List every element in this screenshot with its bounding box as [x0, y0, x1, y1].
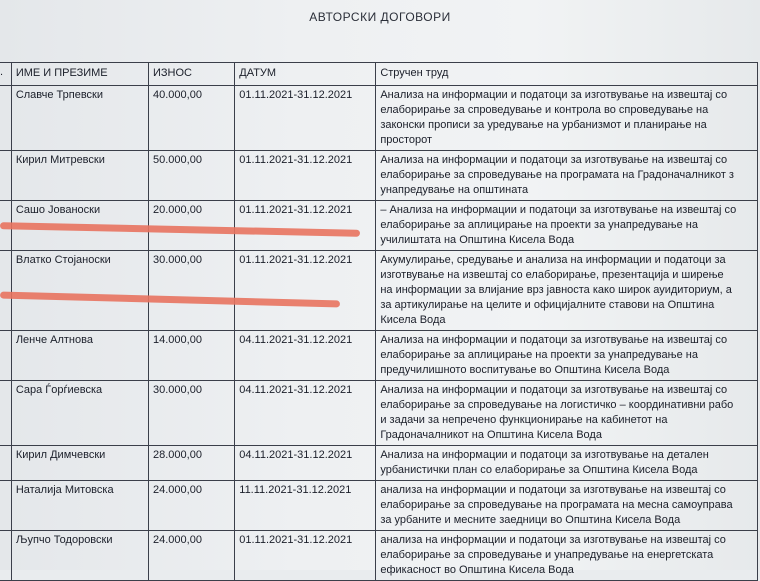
row-date: 01.11.2021-31.12.2021 — [235, 151, 376, 201]
row-amount: 24.000,00 — [149, 531, 235, 581]
row-date: 11.11.2021-31.12.2021 — [235, 481, 376, 531]
row-work: Анализа на информации и податоци за изготвување на извештај со елаборирање за спроведување и контрола во спроведување на законски прописи за уредување на урбанизмот и планирање на просторот — [376, 86, 758, 151]
row-num — [0, 531, 11, 581]
document-title: АВТОРСКИ ДОГОВОРИ — [309, 10, 451, 24]
row-work: Анализа на информации и податоци за изготвување на извештај со елаборирање за спроведување на програмата на Градоначалникот з унапредување на општината — [376, 151, 758, 201]
row-date: 04.11.2021-31.12.2021 — [235, 446, 376, 481]
header-name: ИМЕ И ПРЕЗИМЕ — [11, 63, 148, 86]
header-num: . — [0, 63, 11, 86]
row-name: Славче Трпевски — [11, 86, 148, 151]
table-header-row — [0, 63, 758, 86]
table-row — [0, 446, 758, 481]
table-row — [0, 151, 758, 201]
header-date: ДАТУМ — [235, 63, 376, 86]
row-num — [0, 86, 11, 151]
table-row — [0, 481, 758, 531]
table-row — [0, 381, 758, 446]
table-row — [0, 331, 758, 381]
row-work: Акумулирање, средување и анализа на информации и податоци за изготвување на извештај со елаборирање, презентација и ширење на информации за влијание врз јавноста како широк ауидиториум, а за артикулирање на целите и официјалните ставови на Општина Кисела Вода — [376, 251, 758, 331]
row-num — [0, 251, 11, 331]
row-date: 04.11.2021-31.12.2021 — [235, 381, 376, 446]
row-num — [0, 151, 11, 201]
row-date: 01.11.2021-31.12.2021 — [235, 251, 376, 331]
row-work: Анализа на информации и податоци за изготвување на извештај со елаборирање за аплицирање на проекти за унапредување на предучилишното воспитување во Општина Кисела Вода — [376, 331, 758, 381]
row-date: 01.11.2021-31.12.2021 — [235, 531, 376, 581]
row-name: Кирил Димчевски — [11, 446, 148, 481]
contracts-table — [0, 62, 758, 581]
row-name: Кирил Митревски — [11, 151, 148, 201]
row-work: анализа на информации и податоци за изготвување на извештај со елаборирање за спроведување на програмата на месна самоуправа за урбаните и месните заедници во Општина Кисела Вода — [376, 481, 758, 531]
row-amount: 30.000,00 — [149, 251, 235, 331]
row-amount: 24.000,00 — [149, 481, 235, 531]
header-amount: ИЗНОС — [149, 63, 235, 86]
row-amount: 50.000,00 — [149, 151, 235, 201]
row-name: Сара Ѓорѓиевска — [11, 381, 148, 446]
row-name: Сашо Јованоски — [11, 201, 148, 251]
row-name: Наталија Митовска — [11, 481, 148, 531]
header-work: Стручен труд — [376, 63, 758, 86]
row-amount: 28.000,00 — [149, 446, 235, 481]
table-row — [0, 86, 758, 151]
row-num — [0, 446, 11, 481]
row-date: 01.11.2021-31.12.2021 — [235, 201, 376, 251]
row-date: 01.11.2021-31.12.2021 — [235, 86, 376, 151]
row-date: 04.11.2021-31.12.2021 — [235, 331, 376, 381]
row-num — [0, 331, 11, 381]
row-work: Анализа на информации и податоци за изготвување на детален урбанистички план со елаборирање за Општина Кисела Вода — [376, 446, 758, 481]
row-amount: 40.000,00 — [149, 86, 235, 151]
row-name: Љупчо Тодоровски — [11, 531, 148, 581]
row-amount: 14.000,00 — [149, 331, 235, 381]
row-work: Анализа на информации и податоци за изготвување на извештај со елаборирање за спроведување на логистичко – координативни рабо и задачи за непречено функционирање на кабинетот на Градоначалникот на Општина Кисела Вода — [376, 381, 758, 446]
row-work: – Анализа на информации и податоци за изготвување на извештај со елаборирање за аплицирање на проекти за унапредување на училиштата на Општина Кисела Вода — [376, 201, 758, 251]
table-row — [0, 251, 758, 331]
table-row — [0, 531, 758, 581]
row-num — [0, 381, 11, 446]
row-work: анализа на информации и податоци за изготвување на извештај со елаборирање за спроведување и унапредување на енергетската ефикасност во Општина Кисела Вода — [376, 531, 758, 581]
row-name: Ленче Алтнова — [11, 331, 148, 381]
row-num — [0, 481, 11, 531]
row-name: Влатко Стојаноски — [11, 251, 148, 331]
row-amount: 30.000,00 — [149, 381, 235, 446]
row-amount: 20.000,00 — [149, 201, 235, 251]
